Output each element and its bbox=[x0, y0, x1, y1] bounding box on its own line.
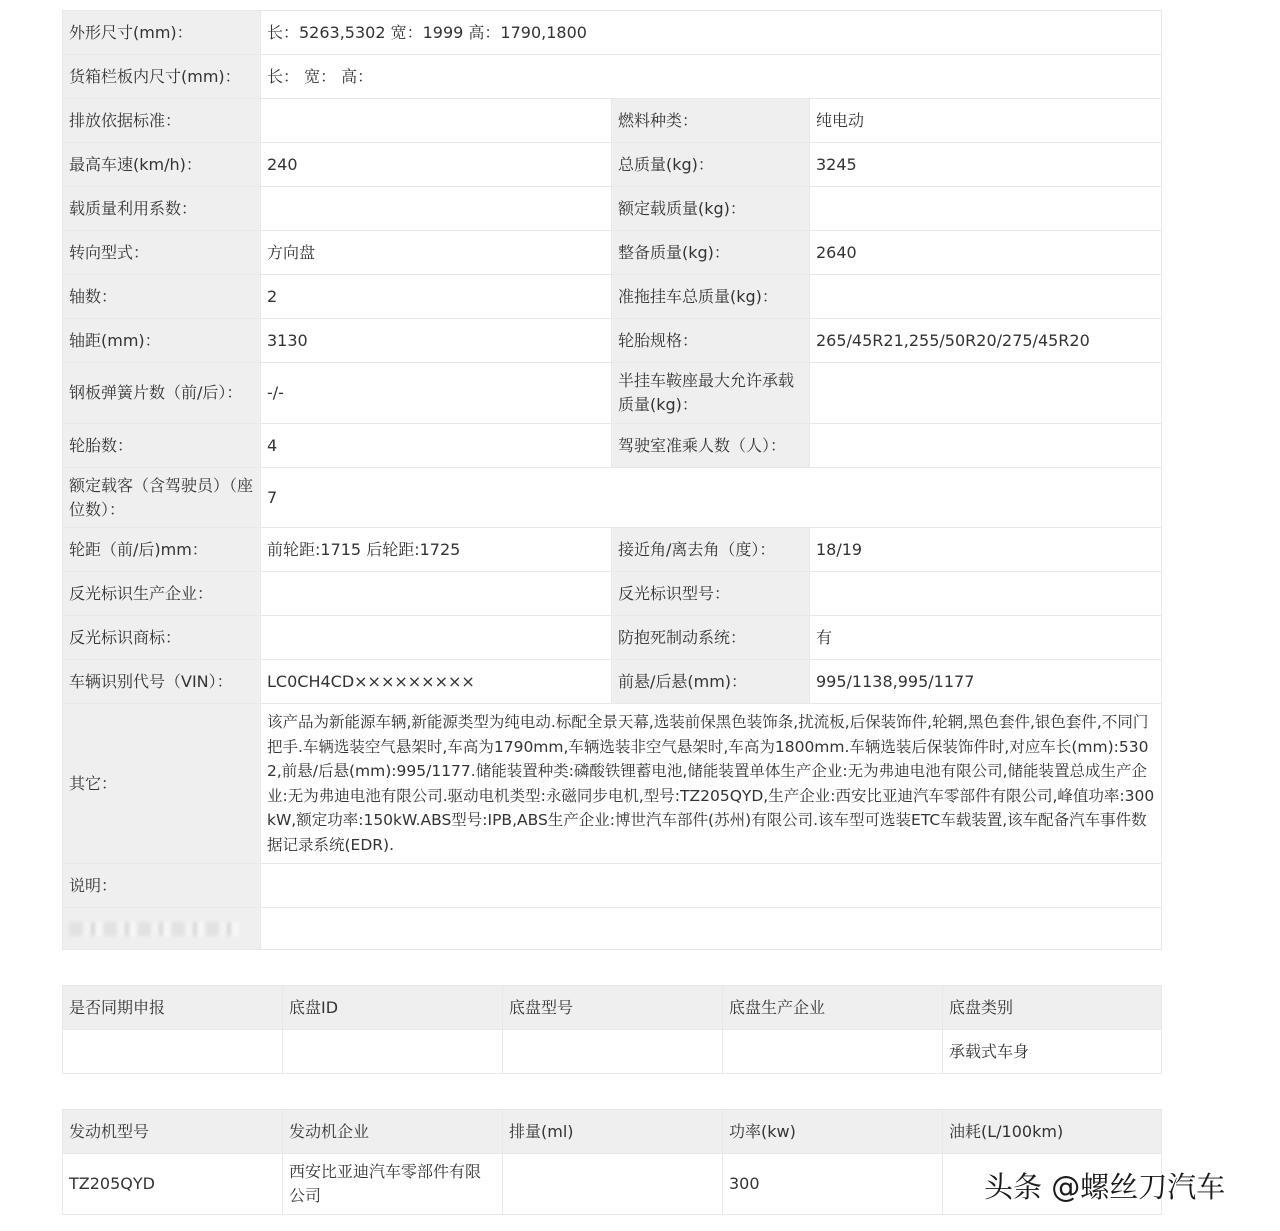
wheelbase-value: 3130 bbox=[261, 319, 612, 363]
reflector-brand-label: 反光标识商标： bbox=[63, 616, 261, 660]
passengers-value: 7 bbox=[261, 468, 1162, 528]
steering-value: 方向盘 bbox=[261, 231, 612, 275]
chassis-cell-type: 承载式车身 bbox=[943, 1030, 1162, 1074]
passengers-label: 额定载客（含驾驶员）（座位数）： bbox=[63, 468, 261, 528]
abs-label: 防抱死制动系统： bbox=[612, 616, 810, 660]
angle-label: 接近角/离去角（度）： bbox=[612, 528, 810, 572]
spec-row-passengers bbox=[63, 468, 1162, 528]
rated-load-value bbox=[810, 187, 1162, 231]
dimensions-label: 外形尺寸(mm)： bbox=[63, 11, 261, 55]
engine-header-displacement: 排量(ml) bbox=[503, 1110, 723, 1154]
fuel-value: 纯电动 bbox=[810, 99, 1162, 143]
spec-row-wheelbase bbox=[63, 319, 1162, 363]
engine-cell-model: TZ205QYD bbox=[63, 1154, 283, 1215]
reflector-model-value bbox=[810, 572, 1162, 616]
other-value: 该产品为新能源车辆,新能源类型为纯电动.标配全景天幕,选装前保黑色装饰条,扰流板,后保装饰件,轮辋,黑色套件,银色套件,不同门把手.车辆选装空气悬架时,车高为1790mm,车辆选装非空气悬架时,车高为1800mm.车辆选装后保装饰件时,对应车长(mm):5302,前悬/后悬(mm):995/1177.储能装置种类:磷酸铁锂蓄电池,储能装置单体生产企业:无为弗迪电池有限公司,储能装置总成生产企业:无为弗迪电池有限公司.驱动电机类型:永磁同步电机,型号:TZ205QYD,生产企业:西安比亚迪汽车零部件有限公司,峰值功率:300kW,额定功率:150kW.ABS型号:IPB,ABS生产企业:博世汽车部件(苏州)有限公司.该车型可选装ETC车载装置,该车配备汽车事件数据记录系统(EDR). bbox=[261, 704, 1162, 864]
spec-row-tires bbox=[63, 424, 1162, 468]
spec-row-cargo bbox=[63, 55, 1162, 99]
axles-label: 轴数： bbox=[63, 275, 261, 319]
spec-row-reflector bbox=[63, 572, 1162, 616]
cargo-value: 长： 宽： 高： bbox=[261, 55, 1162, 99]
rated-load-label: 额定载质量(kg)： bbox=[612, 187, 810, 231]
spec-row-axles bbox=[63, 275, 1162, 319]
load-coef-label: 载质量利用系数： bbox=[63, 187, 261, 231]
note-value bbox=[261, 864, 1162, 908]
chassis-cell-same-period bbox=[63, 1030, 283, 1074]
vin-label: 车辆识别代号（VIN）： bbox=[63, 660, 261, 704]
dimensions-value: 长：5263,5302 宽：1999 高：1790,1800 bbox=[261, 11, 1162, 55]
leaf-spring-value: -/- bbox=[261, 363, 612, 424]
spec-row-load bbox=[63, 187, 1162, 231]
tire-spec-value: 265/45R21,255/50R20/275/45R20 bbox=[810, 319, 1162, 363]
track-value: 前轮距:1715 后轮距:1725 bbox=[261, 528, 612, 572]
engine-cell-displacement bbox=[503, 1154, 723, 1215]
chassis-header-row bbox=[63, 986, 1162, 1030]
chassis-table bbox=[62, 985, 1162, 1074]
speed-label: 最高车速(km/h)： bbox=[63, 143, 261, 187]
engine-cell-power: 300 bbox=[723, 1154, 943, 1215]
chassis-header-type: 底盘类别 bbox=[943, 986, 1162, 1030]
saddle-value bbox=[810, 363, 1162, 424]
chassis-cell-model bbox=[503, 1030, 723, 1074]
engine-header-consumption: 油耗(L/100km) bbox=[943, 1110, 1162, 1154]
tires-label: 轮胎数： bbox=[63, 424, 261, 468]
cargo-label: 货箱栏板内尺寸(mm)： bbox=[63, 55, 261, 99]
spec-row-vin bbox=[63, 660, 1162, 704]
watermark: 头条 @螺丝刀汽车 bbox=[984, 1170, 1226, 1204]
tires-value: 4 bbox=[261, 424, 612, 468]
chassis-data-row bbox=[63, 1030, 1162, 1074]
engine-header-model: 发动机型号 bbox=[63, 1110, 283, 1154]
chassis-header-model: 底盘型号 bbox=[503, 986, 723, 1030]
spec-row-other bbox=[63, 704, 1162, 864]
tow-mass-value bbox=[810, 275, 1162, 319]
spec-row-track bbox=[63, 528, 1162, 572]
steering-label: 转向型式： bbox=[63, 231, 261, 275]
spec-row-brand-abs bbox=[63, 616, 1162, 660]
note-label: 说明： bbox=[63, 864, 261, 908]
other-label: 其它： bbox=[63, 704, 261, 864]
abs-value: 有 bbox=[810, 616, 1162, 660]
engine-header-row bbox=[63, 1110, 1162, 1154]
spec-row-steering bbox=[63, 231, 1162, 275]
vin-value: LC0CH4CD××××××××× bbox=[261, 660, 612, 704]
emission-label: 排放依据标准： bbox=[63, 99, 261, 143]
reflector-maker-value bbox=[261, 572, 612, 616]
track-label: 轮距（前/后)mm： bbox=[63, 528, 261, 572]
reflector-brand-value bbox=[261, 616, 612, 660]
tire-spec-label: 轮胎规格： bbox=[612, 319, 810, 363]
spec-row-dimensions bbox=[63, 11, 1162, 55]
fuel-label: 燃料种类： bbox=[612, 99, 810, 143]
curb-mass-value: 2640 bbox=[810, 231, 1162, 275]
spec-row-redacted bbox=[63, 908, 1162, 950]
load-coef-value bbox=[261, 187, 612, 231]
redacted-value bbox=[261, 908, 1162, 950]
chassis-cell-id bbox=[283, 1030, 503, 1074]
reflector-model-label: 反光标识型号： bbox=[612, 572, 810, 616]
wheelbase-label: 轴距(mm)： bbox=[63, 319, 261, 363]
engine-header-power: 功率(kw) bbox=[723, 1110, 943, 1154]
spec-row-note bbox=[63, 864, 1162, 908]
spec-row-speed-mass bbox=[63, 143, 1162, 187]
total-mass-label: 总质量(kg)： bbox=[612, 143, 810, 187]
curb-mass-label: 整备质量(kg)： bbox=[612, 231, 810, 275]
chassis-cell-maker bbox=[723, 1030, 943, 1074]
tow-mass-label: 准拖挂车总质量(kg)： bbox=[612, 275, 810, 319]
spec-row-leaf-spring bbox=[63, 363, 1162, 424]
spec-row-emission-fuel bbox=[63, 99, 1162, 143]
cab-seats-value bbox=[810, 424, 1162, 468]
chassis-header-maker: 底盘生产企业 bbox=[723, 986, 943, 1030]
redacted-label bbox=[63, 908, 261, 950]
overhang-value: 995/1138,995/1177 bbox=[810, 660, 1162, 704]
saddle-label: 半挂车鞍座最大允许承载质量(kg)： bbox=[612, 363, 810, 424]
axles-value: 2 bbox=[261, 275, 612, 319]
chassis-header-id: 底盘ID bbox=[283, 986, 503, 1030]
vehicle-spec-table bbox=[62, 10, 1162, 950]
overhang-label: 前悬/后悬(mm)： bbox=[612, 660, 810, 704]
cab-seats-label: 驾驶室准乘人数（人）： bbox=[612, 424, 810, 468]
angle-value: 18/19 bbox=[810, 528, 1162, 572]
total-mass-value: 3245 bbox=[810, 143, 1162, 187]
engine-cell-maker: 西安比亚迪汽车零部件有限公司 bbox=[283, 1154, 503, 1215]
speed-value: 240 bbox=[261, 143, 612, 187]
engine-header-maker: 发动机企业 bbox=[283, 1110, 503, 1154]
chassis-header-same-period: 是否同期申报 bbox=[63, 986, 283, 1030]
emission-value bbox=[261, 99, 612, 143]
reflector-maker-label: 反光标识生产企业： bbox=[63, 572, 261, 616]
leaf-spring-label: 钢板弹簧片数（前/后）： bbox=[63, 363, 261, 424]
redacted-text-blur bbox=[69, 922, 239, 936]
